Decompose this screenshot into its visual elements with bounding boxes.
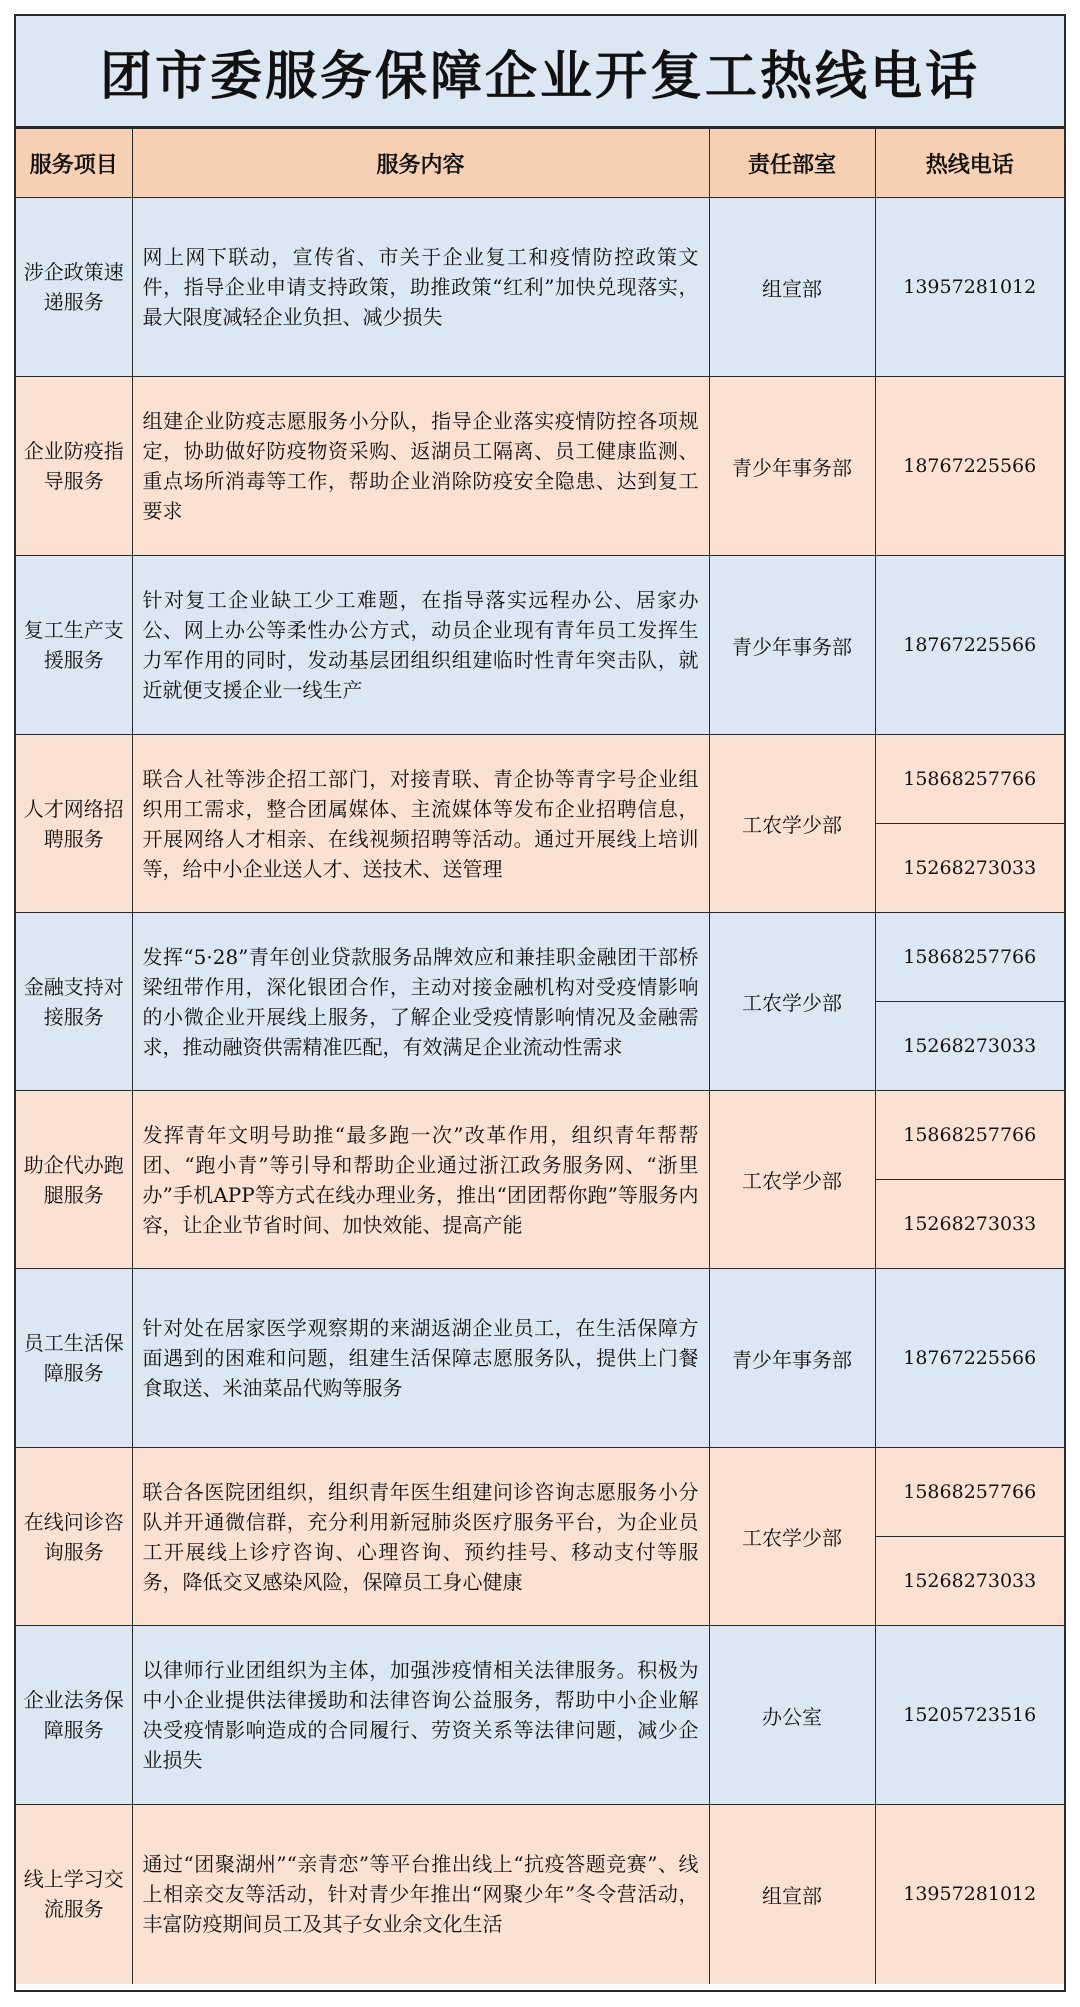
table-row bbox=[16, 1626, 1064, 1805]
table-body bbox=[16, 198, 1064, 1984]
table-row bbox=[16, 1448, 1064, 1537]
service-item: 员工生活保障服务 bbox=[16, 1269, 132, 1448]
responsible-dept: 工农学少部 bbox=[709, 1091, 875, 1269]
responsible-dept: 办公室 bbox=[709, 1626, 875, 1805]
service-content: 针对复工企业缺工少工难题，在指导落实远程办公、居家办公、网上办公等柔性办公方式，动员企业现有青年员工发挥生力军作用的同时，发动基层团组织组建临时性青年突击队，就近就便支援企业一线生产 bbox=[132, 556, 709, 735]
table-row bbox=[16, 1269, 1064, 1448]
hotline-phone: 18767225566 bbox=[875, 377, 1064, 556]
hotline-phone: 18767225566 bbox=[875, 1269, 1064, 1448]
service-content: 网上网下联动，宣传省、市关于企业复工和疫情防控政策文件，指导企业申请支持政策，助推政策“红利”加快兑现落实，最大限度减轻企业负担、减少损失 bbox=[132, 198, 709, 377]
responsible-dept: 组宣部 bbox=[709, 198, 875, 377]
hotline-phone: 15205723516 bbox=[875, 1626, 1064, 1805]
service-item: 涉企政策速递服务 bbox=[16, 198, 132, 377]
responsible-dept: 青少年事务部 bbox=[709, 377, 875, 556]
header-phone: 热线电话 bbox=[875, 129, 1064, 198]
table-row bbox=[16, 556, 1064, 735]
service-item: 金融支持对接服务 bbox=[16, 913, 132, 1091]
responsible-dept: 组宣部 bbox=[709, 1805, 875, 1984]
hotline-phone: 15268273033 bbox=[875, 1537, 1064, 1626]
responsible-dept: 工农学少部 bbox=[709, 735, 875, 913]
service-item: 人才网络招聘服务 bbox=[16, 735, 132, 913]
service-item: 企业法务保障服务 bbox=[16, 1626, 132, 1805]
table-row bbox=[16, 1805, 1064, 1984]
service-content: 通过“团聚湖州”“亲青恋”等平台推出线上“抗疫答题竞赛”、线上相亲交友等活动，针对青少年推出“网聚少年”冬令营活动，丰富防疫期间员工及其子女业余文化生活 bbox=[132, 1805, 709, 1984]
service-item: 复工生产支援服务 bbox=[16, 556, 132, 735]
page-title: 团市委服务保障企业开复工热线电话 bbox=[16, 16, 1064, 128]
service-item: 助企代办跑腿服务 bbox=[16, 1091, 132, 1269]
table-row bbox=[16, 377, 1064, 556]
service-content: 联合人社等涉企招工部门，对接青联、青企协等青字号企业组织用工需求，整合团属媒体、主流媒体等发布企业招聘信息，开展网络人才相亲、在线视频招聘等活动。通过开展线上培训等，给中小企业送人才、送技术、送管理 bbox=[132, 735, 709, 913]
header-item: 服务项目 bbox=[16, 129, 132, 198]
hotline-phone: 13957281012 bbox=[875, 198, 1064, 377]
hotline-phone: 15868257766 bbox=[875, 1448, 1064, 1537]
responsible-dept: 工农学少部 bbox=[709, 913, 875, 1091]
table-row bbox=[16, 1091, 1064, 1180]
service-content: 发挥“5·28”青年创业贷款服务品牌效应和兼挂职金融团干部桥梁纽带作用，深化银团合作，主动对接金融机构对受疫情影响的小微企业开展线上服务，了解企业受疫情影响情况及金融需求，推动融资供需精准匹配，有效满足企业流动性需求 bbox=[132, 913, 709, 1091]
responsible-dept: 青少年事务部 bbox=[709, 556, 875, 735]
hotline-phone: 15868257766 bbox=[875, 735, 1064, 824]
hotline-table bbox=[16, 128, 1064, 1984]
hotline-sheet bbox=[14, 14, 1066, 1992]
hotline-phone: 15268273033 bbox=[875, 1002, 1064, 1091]
service-content: 组建企业防疫志愿服务小分队，指导企业落实疫情防控各项规定，协助做好防疫物资采购、返湖员工隔离、员工健康监测、重点场所消毒等工作，帮助企业消除防疫安全隐患、达到复工要求 bbox=[132, 377, 709, 556]
service-content: 针对处在居家医学观察期的来湖返湖企业员工，在生活保障方面遇到的困难和问题，组建生活保障志愿服务队，提供上门餐食取送、米油菜品代购等服务 bbox=[132, 1269, 709, 1448]
table-row bbox=[16, 913, 1064, 1002]
table-row bbox=[16, 198, 1064, 377]
table-row bbox=[16, 735, 1064, 824]
responsible-dept: 青少年事务部 bbox=[709, 1269, 875, 1448]
header-content: 服务内容 bbox=[132, 129, 709, 198]
hotline-phone: 18767225566 bbox=[875, 556, 1064, 735]
hotline-phone: 15268273033 bbox=[875, 1180, 1064, 1269]
table-header-row bbox=[16, 129, 1064, 198]
service-content: 发挥青年文明号助推“最多跑一次”改革作用，组织青年帮帮团、“跑小青”等引导和帮助企业通过浙江政务服务网、“浙里办”手机APP等方式在线办理业务，推出“团团帮你跑”等服务内容，让企业节省时间、加快效能、提高产能 bbox=[132, 1091, 709, 1269]
header-dept: 责任部室 bbox=[709, 129, 875, 198]
hotline-phone: 15868257766 bbox=[875, 1091, 1064, 1180]
hotline-phone: 15868257766 bbox=[875, 913, 1064, 1002]
responsible-dept: 工农学少部 bbox=[709, 1448, 875, 1626]
service-content: 联合各医院团组织，组织青年医生组建问诊咨询志愿服务小分队并开通微信群，充分利用新冠肺炎医疗服务平台，为企业员工开展线上诊疗咨询、心理咨询、预约挂号、移动支付等服务，降低交叉感染风险，保障员工身心健康 bbox=[132, 1448, 709, 1626]
service-content: 以律师行业团组织为主体，加强涉疫情相关法律服务。积极为中小企业提供法律援助和法律咨询公益服务，帮助中小企业解决受疫情影响造成的合同履行、劳资关系等法律问题，减少企业损失 bbox=[132, 1626, 709, 1805]
hotline-phone: 13957281012 bbox=[875, 1805, 1064, 1984]
service-item: 线上学习交流服务 bbox=[16, 1805, 132, 1984]
hotline-phone: 15268273033 bbox=[875, 824, 1064, 913]
service-item: 在线问诊咨询服务 bbox=[16, 1448, 132, 1626]
service-item: 企业防疫指导服务 bbox=[16, 377, 132, 556]
